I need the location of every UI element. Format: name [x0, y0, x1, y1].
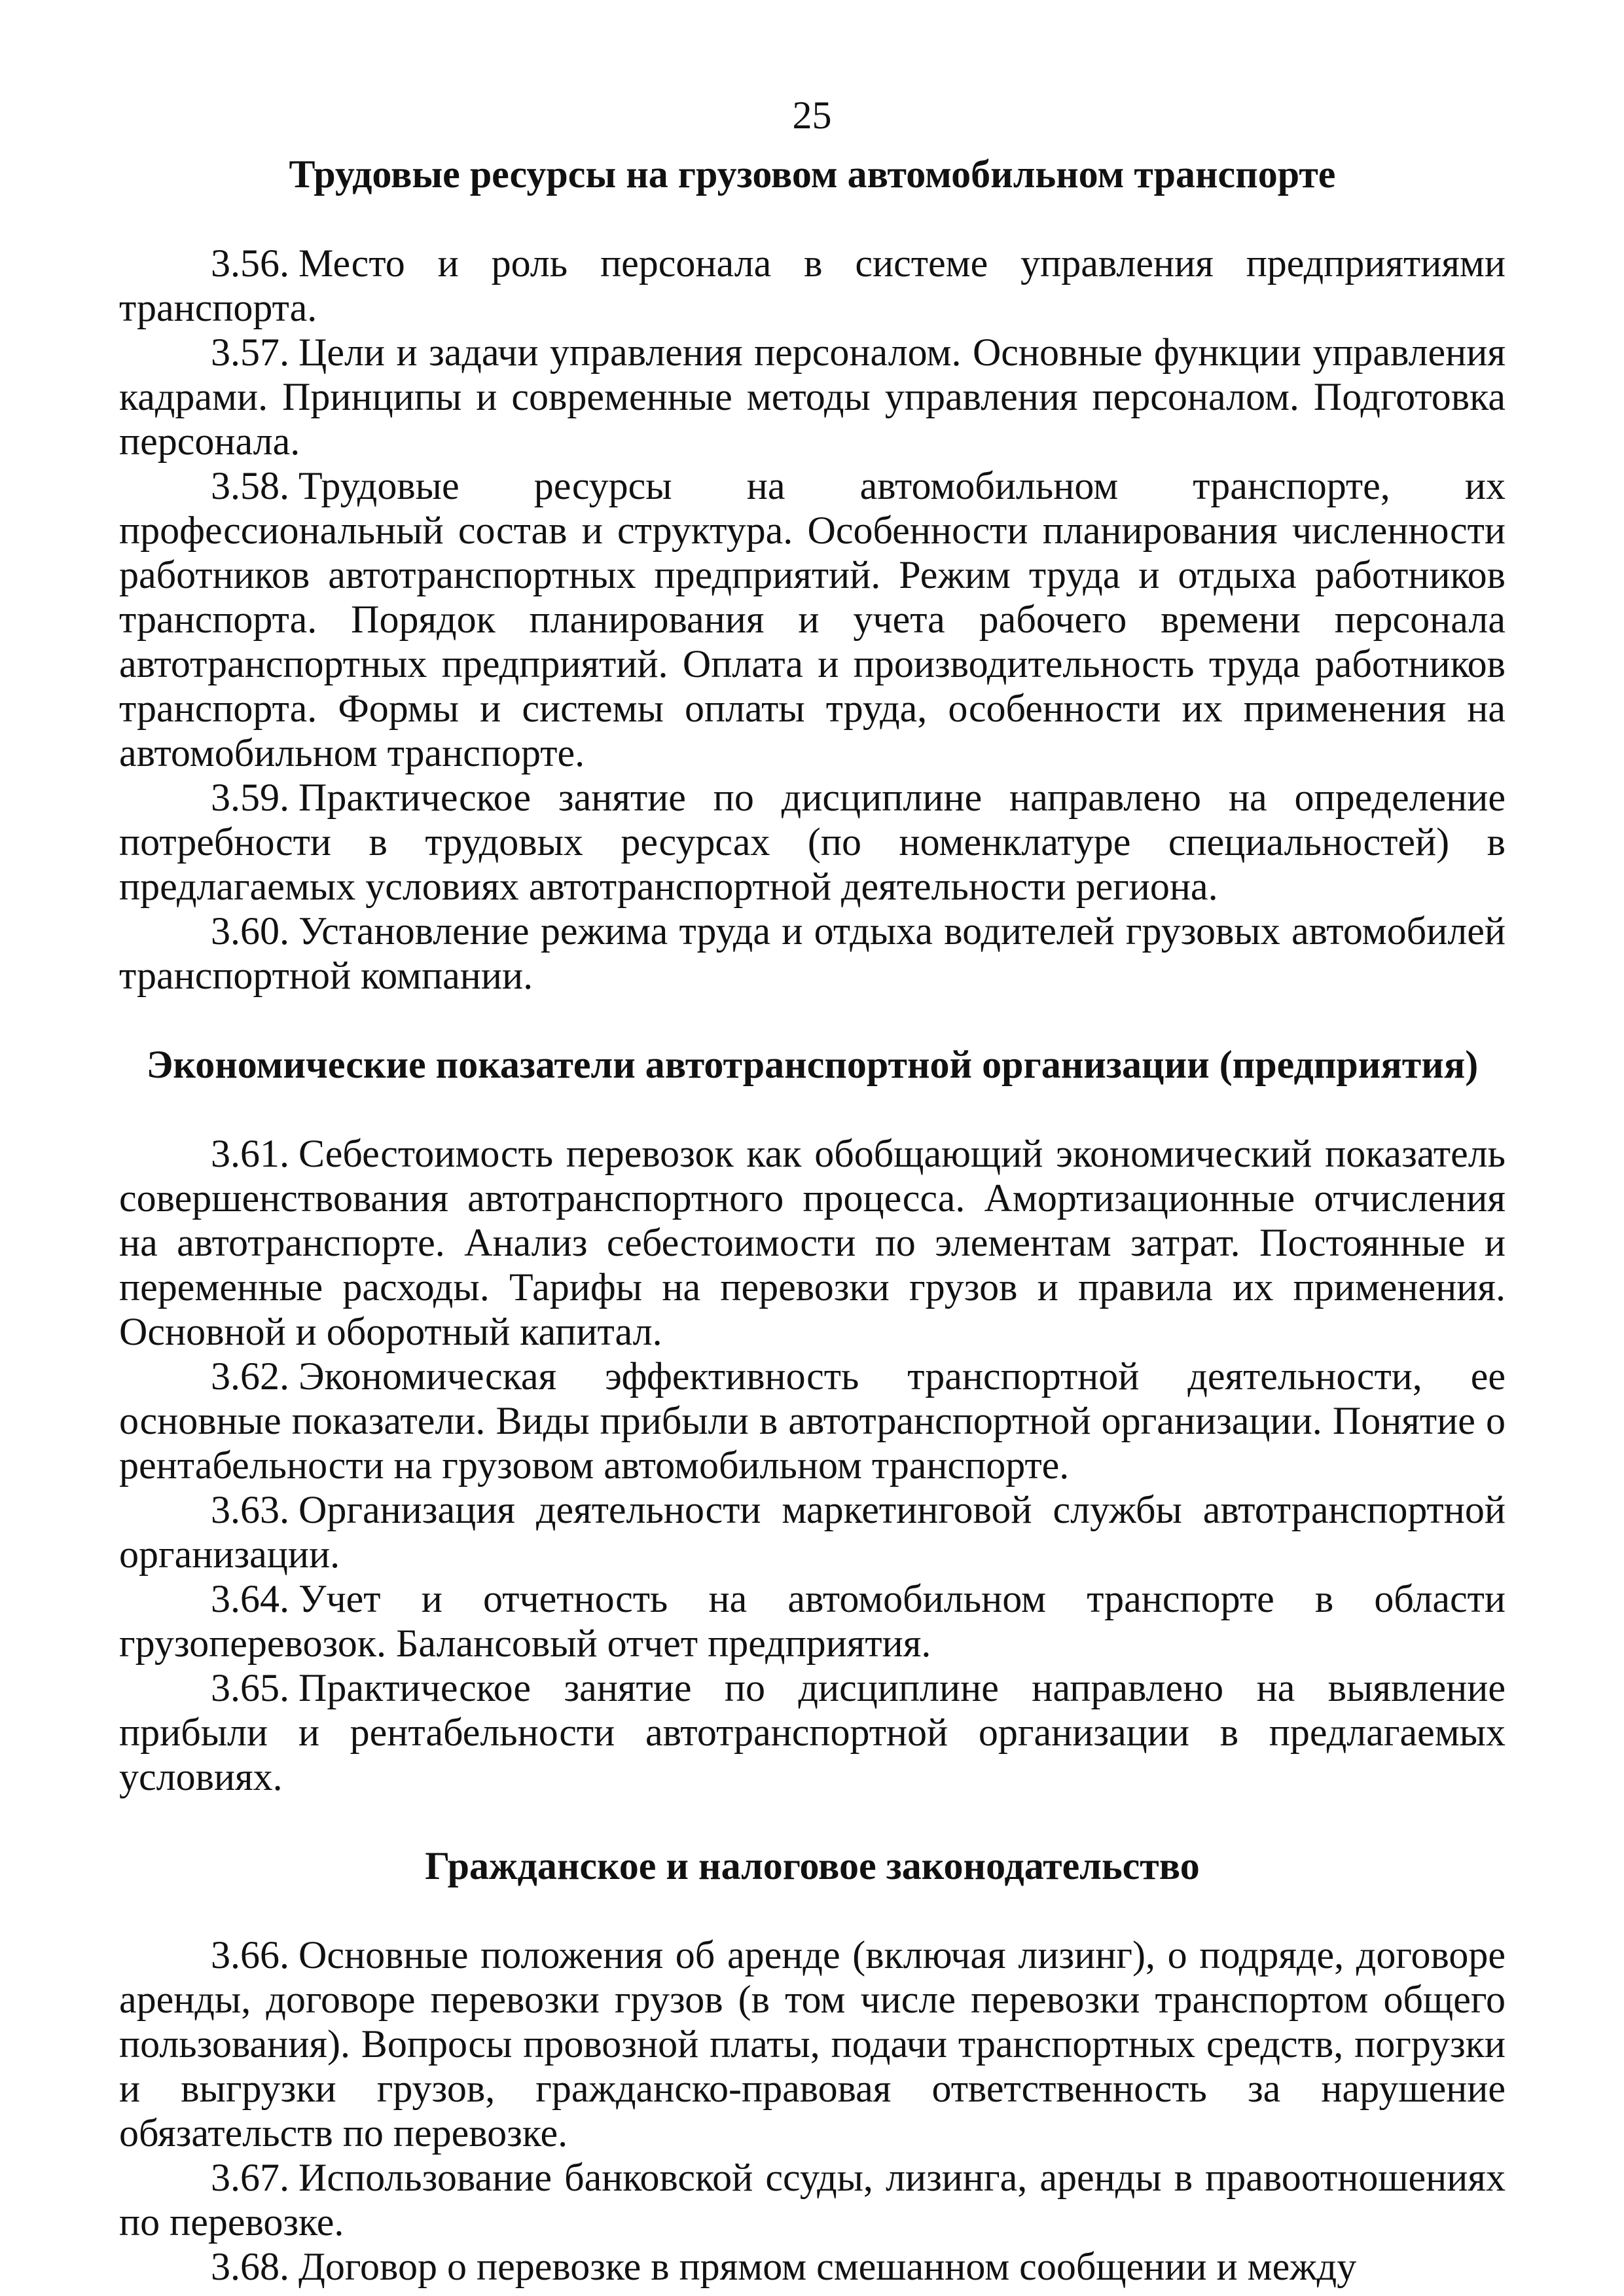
paragraph-number: 3.58.	[211, 464, 289, 507]
paragraph-number: 3.68.	[211, 2245, 289, 2288]
paragraph-3-61	[119, 1131, 1506, 1354]
paragraph-text: Трудовые ресурсы на автомобильном транспорте, их профессиональный состав и структура. Особенности планирования численности работников автотранспортных предприятий. Режим труда и отдыха работников транспорта. Порядок планирования и учета рабочего времени персонала автотранспортных предприятий. Оплата и производительность труда работников транспорта. Формы и системы оплаты труда, особенности их применения на автомобильном транспорте.	[119, 464, 1506, 774]
paragraph-number: 3.64.	[211, 1577, 289, 1620]
paragraph-text: Основные положения об аренде (включая лизинг), о подряде, договоре аренды, договоре перевозки грузов (в том числе перевозки транспортом общего пользования). Вопросы провозной платы, подачи транспортных средств, погрузки и выгрузки грузов, гражданско-правовая ответственность за нарушение обязательств по перевозке.	[119, 1933, 1506, 2155]
paragraph-text: Установление режима труда и отдыха водителей грузовых автомобилей транспортной компании.	[119, 909, 1506, 997]
paragraph-number: 3.67.	[211, 2156, 289, 2199]
paragraph-text: Договор о перевозке в прямом смешанном сообщении и между	[298, 2245, 1357, 2288]
paragraph-text: Практическое занятие по дисциплине направлено на выявление прибыли и рентабельности автотранспортной организации в предлагаемых условиях.	[119, 1666, 1506, 1798]
page-number: 25	[792, 94, 832, 137]
paragraph-3-66	[119, 1933, 1506, 2155]
paragraph-text: Цели и задачи управления персоналом. Основные функции управления кадрами. Принципы и современные методы управления персоналом. Подготовка персонала.	[119, 331, 1506, 463]
paragraph-3-56	[119, 241, 1506, 330]
paragraph-3-59	[119, 775, 1506, 909]
paragraph-3-68	[119, 2244, 1506, 2289]
paragraph-number: 3.65.	[211, 1666, 289, 1709]
paragraph-3-57	[119, 330, 1506, 464]
paragraph-text: Экономическая эффективность транспортной деятельности, ее основные показатели. Виды прибыли в автотранспортной организации. Понятие о рентабельности на грузовом автомобильном транспорте.	[119, 1355, 1506, 1487]
paragraph-number: 3.66.	[211, 1933, 289, 1977]
paragraph-number: 3.60.	[211, 909, 289, 953]
paragraph-3-64	[119, 1576, 1506, 1666]
paragraph-text: Место и роль персонала в системе управления предприятиями транспорта.	[119, 242, 1506, 329]
paragraph-number: 3.59.	[211, 776, 289, 819]
paragraph-number: 3.56.	[211, 242, 289, 285]
section-heading-economic-indicators: Экономические показатели автотранспортной организации (предприятия)	[146, 1043, 1479, 1086]
page-content	[119, 152, 1506, 2289]
paragraph-3-63	[119, 1487, 1506, 1576]
paragraph-number: 3.61.	[211, 1132, 289, 1175]
paragraph-text: Себестоимость перевозок как обобщающий экономический показатель совершенствования автотранспортного процесса. Амортизационные отчисления на автотранспорте. Анализ себестоимости по элементам затрат. Постоянные и переменные расходы. Тарифы на перевозки грузов и правила их применения. Основной и оборотный капитал.	[119, 1132, 1506, 1353]
paragraph-3-60	[119, 909, 1506, 998]
paragraph-text: Использование банковской ссуды, лизинга, аренды в правоотношениях по перевозке.	[119, 2156, 1506, 2244]
paragraph-text: Учет и отчетность на автомобильном транспорте в области грузоперевозок. Балансовый отчет предприятия.	[119, 1577, 1506, 1665]
paragraph-number: 3.57.	[211, 331, 289, 374]
section-heading-civil-tax-law: Гражданское и налоговое законодательство	[425, 1844, 1200, 1887]
paragraph-number: 3.62.	[211, 1355, 289, 1398]
paragraph-3-67	[119, 2155, 1506, 2244]
paragraph-text: Практическое занятие по дисциплине направлено на определение потребности в трудовых ресурсах (по номенклатуре специальностей) в предлагаемых условиях автотранспортной деятельности региона.	[119, 776, 1506, 908]
paragraph-3-65	[119, 1666, 1506, 1799]
paragraph-3-58	[119, 464, 1506, 775]
paragraph-3-62	[119, 1354, 1506, 1487]
paragraph-text: Организация деятельности маркетинговой службы автотранспортной организации.	[119, 1488, 1506, 1576]
paragraph-number: 3.63.	[211, 1488, 289, 1531]
section-heading-labor-resources: Трудовые ресурсы на грузовом автомобильном транспорте	[289, 153, 1336, 196]
